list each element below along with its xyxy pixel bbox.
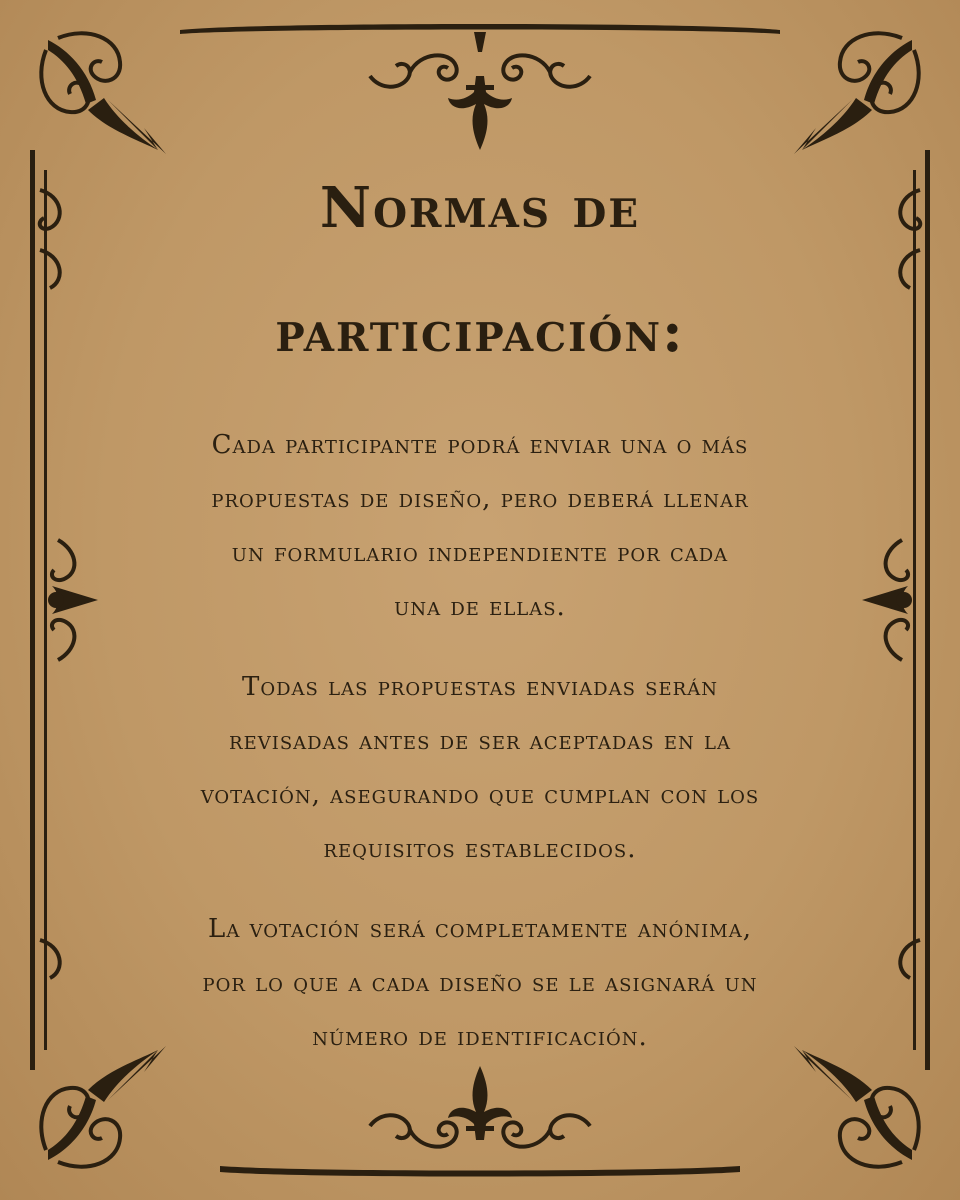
rule-line: La votación será completamente anónima, [208,914,752,944]
rule-line: Todas las propuestas enviadas serán [242,672,718,702]
page-title [120,172,840,368]
rule-line: una de ellas. [394,592,566,622]
rule-paragraph-1 [120,418,840,634]
rule-paragraph-2 [120,660,840,876]
rule-line: Cada participante podrá enviar una o más [211,430,749,460]
rule-paragraph-3 [120,902,840,1064]
rule-line: revisadas antes de ser aceptadas en la [229,726,731,756]
rule-line: un formulario independiente por cada [231,538,729,568]
rules-list [120,418,840,1064]
bottom-rule [220,1166,740,1177]
rule-line: propuestas de diseño, pero deberá llenar [211,484,749,514]
rule-line: número de identificación. [312,1022,648,1052]
rule-line: votación, asegurando que cumplan con los [200,780,760,810]
rule-line: requisitos establecidos. [323,834,637,864]
title-line-1: Normas de [319,175,641,241]
content-area [120,160,840,1090]
title-line-2: participación: [275,299,685,365]
rule-line: por lo que a cada diseño se le asignará un [202,968,758,998]
